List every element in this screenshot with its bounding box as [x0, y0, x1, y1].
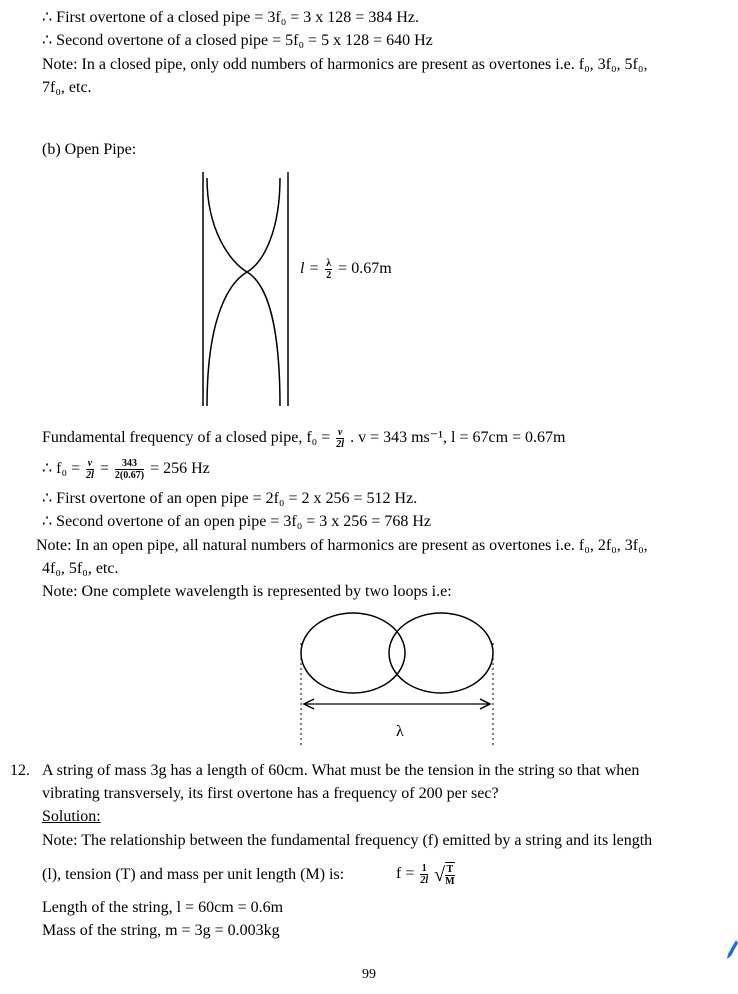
lambda-num: λ	[326, 258, 332, 269]
pipe-length-value: = 0.67m	[338, 260, 392, 278]
fundamental-values: . v = 343 ms⁻¹, l = 67cm = 0.67m	[350, 429, 566, 447]
displacement-curve-b	[207, 178, 280, 406]
formula-m: M	[445, 876, 455, 887]
fundamental-frequency-line	[42, 427, 565, 450]
fo-result: = 256 Hz	[150, 460, 210, 478]
closed-note-line1: Note: In a closed pipe, only odd numbers of harmonics are present as overtones i.e. f₀, 3f₀, 5f₀,	[42, 56, 648, 73]
open-pipe-heading: (b) Open Pipe:	[42, 141, 137, 158]
fo-calculation	[42, 458, 210, 481]
solution-heading: Solution:	[42, 808, 101, 825]
fo-frac1	[86, 458, 94, 481]
string-frequency-formula	[396, 862, 457, 887]
wavelength-note: Note: One complete wavelength is represented by two loops i.e:	[42, 583, 452, 600]
v-over-2l-fraction	[336, 427, 344, 450]
fo-frac2-den: 2(0.67)	[114, 470, 145, 481]
fundamental-text: Fundamental frequency of a closed pipe, f₀ =	[42, 429, 331, 447]
open-pipe-diagram	[195, 170, 295, 410]
closed-first-overtone: ∴ First overtone of a closed pipe = 3f₀ = 3 x 128 = 384 Hz.	[42, 9, 419, 26]
pipe-length-eq: =	[308, 260, 320, 278]
fo-frac1-den: 2l	[86, 470, 94, 481]
pipe-length-label	[300, 258, 392, 281]
pipe-length-l: l	[300, 260, 305, 278]
open-second-overtone: ∴ Second overtone of an open pipe = 3f₀ = 3 x 256 = 768 Hz	[42, 513, 431, 530]
page-number: 99	[362, 967, 376, 982]
string-length-line: Length of the string, l = 60cm = 0.6m	[42, 899, 284, 916]
edit-pen-icon[interactable]	[726, 938, 738, 960]
closed-second-overtone: ∴ Second overtone of a closed pipe = 5f₀ = 5 x 128 = 640 Hz	[42, 32, 433, 49]
fo-frac1-num: v	[87, 458, 93, 469]
question-line1: A string of mass 3g has a length of 60cm. What must be the tension in the string so that when	[42, 762, 640, 779]
wavelength-lambda-label: λ	[396, 723, 404, 740]
sqrt-sign-icon: √	[434, 863, 446, 886]
frac-v: v	[337, 427, 343, 438]
string-note-line2: (l), tension (T) and mass per unit length (M) is:	[42, 866, 345, 883]
string-mass-line: Mass of the string, m = 3g = 0.003kg	[42, 922, 280, 939]
question-line2: vibrating transversely, its first overtone has a frequency of 200 per sec?	[42, 785, 499, 802]
frac-2l: 2l	[336, 439, 345, 450]
closed-note-line2: 7f₀, etc.	[42, 79, 92, 96]
formula-t: T	[446, 864, 454, 875]
fo-eq: =	[99, 460, 109, 478]
open-note-line1: Note: In an open pipe, all natural numbers of harmonics are present as overtones i.e. f₀, 2f₀, 3f₀,	[36, 537, 648, 554]
formula-num: 1	[421, 863, 427, 874]
fo-frac2	[115, 458, 144, 481]
lambda-half-fraction	[325, 258, 332, 281]
open-first-overtone: ∴ First overtone of an open pipe = 2f₀ = 2 x 256 = 512 Hz.	[42, 490, 418, 507]
string-note-line1: Note: The relationship between the fundamental frequency (f) emitted by a string and its length	[42, 832, 653, 849]
open-note-line2: 4f₀, 5f₀, etc.	[42, 560, 119, 577]
lambda-den: 2	[326, 270, 332, 281]
displacement-curve-a	[207, 178, 280, 406]
formula-den: 2l	[420, 875, 429, 886]
formula-f: f =	[396, 865, 415, 883]
question-number: 12.	[10, 762, 30, 779]
formula-one-over-2l	[420, 863, 428, 886]
formula-t-over-m	[445, 862, 454, 887]
fo-frac2-num: 343	[115, 458, 144, 470]
fo-prefix: ∴ f₀ =	[42, 460, 81, 478]
